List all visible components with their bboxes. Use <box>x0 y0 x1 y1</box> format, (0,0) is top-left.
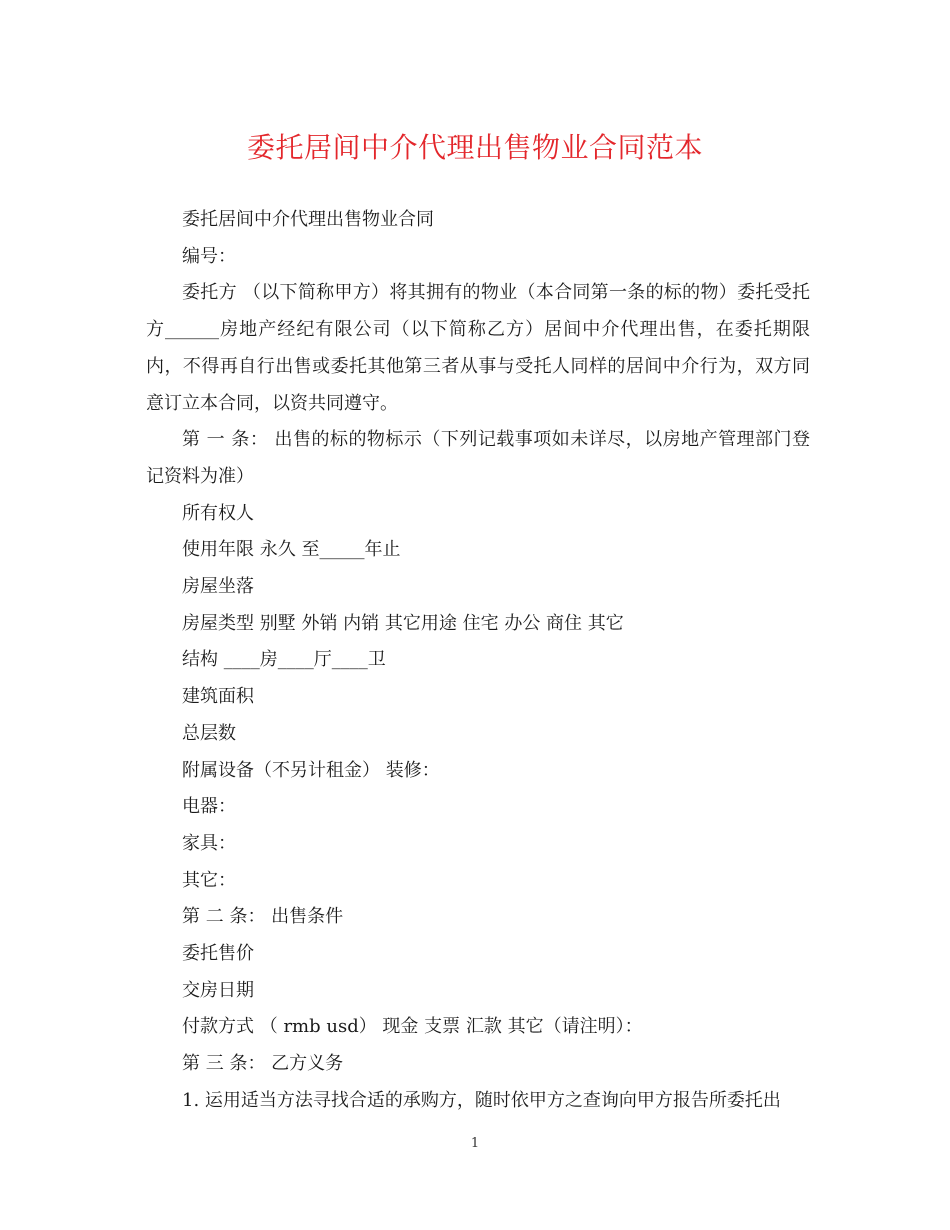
paragraph-article-3-heading: 第 三 条： 乙方义务 <box>182 1053 344 1075</box>
document-body <box>146 202 810 1120</box>
paragraph-usage-term: 使用年限 永久 至_____年止 <box>182 539 401 561</box>
paragraph-article-2-heading: 第 二 条： 出售条件 <box>182 906 344 928</box>
paragraph-obligation-1: 1. 运用适当方法寻找合适的承购方，随时依甲方之查询向甲方报告所委托出 <box>182 1089 781 1111</box>
paragraph-location: 房屋坐落 <box>182 576 254 598</box>
paragraph-other: 其它： <box>182 869 236 891</box>
document-title: 委托居间中介代理出售物业合同范本 <box>246 131 703 164</box>
paragraph-contract-name: 委托居间中介代理出售物业合同 <box>182 209 434 230</box>
page-number: 1 <box>470 1136 480 1151</box>
paragraph-total-floors: 总层数 <box>182 722 236 744</box>
paragraph-structure: 结构 ____房____厅____卫 <box>182 649 386 671</box>
paragraph-article-1-heading: 第 一 条： 出售的标的物标示（下列记载事项如未详尽，以房地产管理部门登记资料为准） <box>146 429 810 487</box>
paragraph-handover-date: 交房日期 <box>182 979 254 1001</box>
paragraph-owner: 所有权人 <box>182 502 254 524</box>
paragraph-house-type: 房屋类型 别墅 外销 内销 其它用途 住宅 办公 商住 其它 <box>182 612 624 634</box>
paragraph-contract-number: 编号： <box>182 245 236 267</box>
paragraph-asking-price: 委托售价 <box>182 943 254 965</box>
paragraph-floor-area: 建筑面积 <box>182 686 254 708</box>
paragraph-facilities: 附属设备（不另计租金） 装修： <box>182 759 440 781</box>
paragraph-payment-method: 付款方式 （ rmb usd） 现金 支票 汇款 其它（请注明）： <box>182 1016 643 1038</box>
paragraph-preamble: 委托方 （以下简称甲方）将其拥有的物业（本合同第一条的标的物）委托受托方______房地产经纪有限公司（以下简称乙方）居间中介代理出售，在委托期限内，不得再自行出售或委托其他第三者从事与受托人同样的居间中介行为，双方同意订立本合同，以资共同遵守。 <box>146 282 810 414</box>
paragraph-furniture: 家具： <box>182 832 236 854</box>
paragraph-appliances: 电器： <box>182 796 236 818</box>
